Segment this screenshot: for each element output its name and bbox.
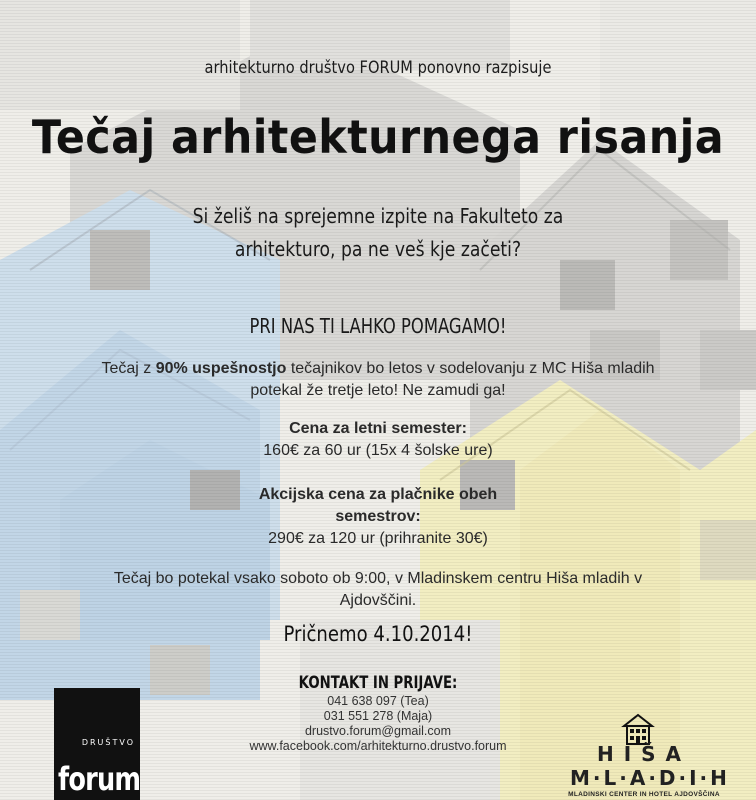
promo-price-value: 290€ za 120 ur (prihranite 30€) [268,530,488,547]
question-line-1: Si želiš na sprejemne izpite na Fakulteto za [192,204,564,228]
forum-logo [54,688,140,800]
promo-pricing [0,484,756,550]
hisa-logo-subtitle: MLADINSKI CENTER IN HOTEL AJDOVŠČINA [568,791,720,798]
intro-text-end: tečajnikov bo letos v sodelovanju z MC Hiša mladih [286,360,655,377]
schedule-line-1: Tečaj bo potekal vsako soboto ob 9:00, v Mladinskem centru Hiša mladih v [113,570,643,587]
intro-line-1 [0,358,756,380]
forum-logo-small-text: DRUŠTVO [81,738,135,747]
organizer-line: arhitekturno društvo FORUM ponovno razpisuje [204,58,552,78]
intro-line-2: potekal že tretje leto! Ne zamudi ga! [250,382,506,399]
poster-title: Tečaj arhitekturnega risanja [31,110,725,164]
forum-logo-text: forum [58,760,141,798]
hisa-logo-word-2: M·L·A·D·I·H [570,766,730,790]
summer-price-heading: Cena za letni semester: [289,420,467,437]
contact-phone-2: 031 551 278 (Maja) [323,709,433,723]
intro-paragraph [0,358,756,402]
question-line-2: arhitekturo, pa ne veš kje začeti? [234,237,522,261]
contact-phone-1: 041 638 097 (Tea) [327,694,429,708]
promo-price-heading-2: semestrov: [335,508,421,525]
schedule-line-2: Ajdovščini. [339,592,417,609]
promo-price-heading-1: Akcijska cena za plačnike obeh [258,486,498,503]
summer-pricing [0,418,756,462]
contact-email[interactable]: drustvo.forum@gmail.com [304,724,452,738]
hisa-mladih-logo [568,712,730,800]
success-rate-highlight: 90% uspešnostjo [155,360,287,377]
hisa-logo-word-1: HIŠA [596,742,692,766]
summer-price-value: 160€ za 60 ur (15x 4 šolske ure) [263,442,493,459]
schedule-text [0,568,756,612]
help-line: PRI NAS TI LAHKO POMAGAMO! [249,314,507,338]
intro-text-start: Tečaj z [101,360,156,377]
house-icon [620,712,656,746]
start-date: Pričnemo 4.10.2014! [283,622,473,646]
contact-heading: KONTAKT IN PRIJAVE: [298,673,458,693]
question-text [53,200,703,266]
contact-facebook-link[interactable]: www.facebook.com/arhitekturno.drustvo.forum [249,739,507,753]
